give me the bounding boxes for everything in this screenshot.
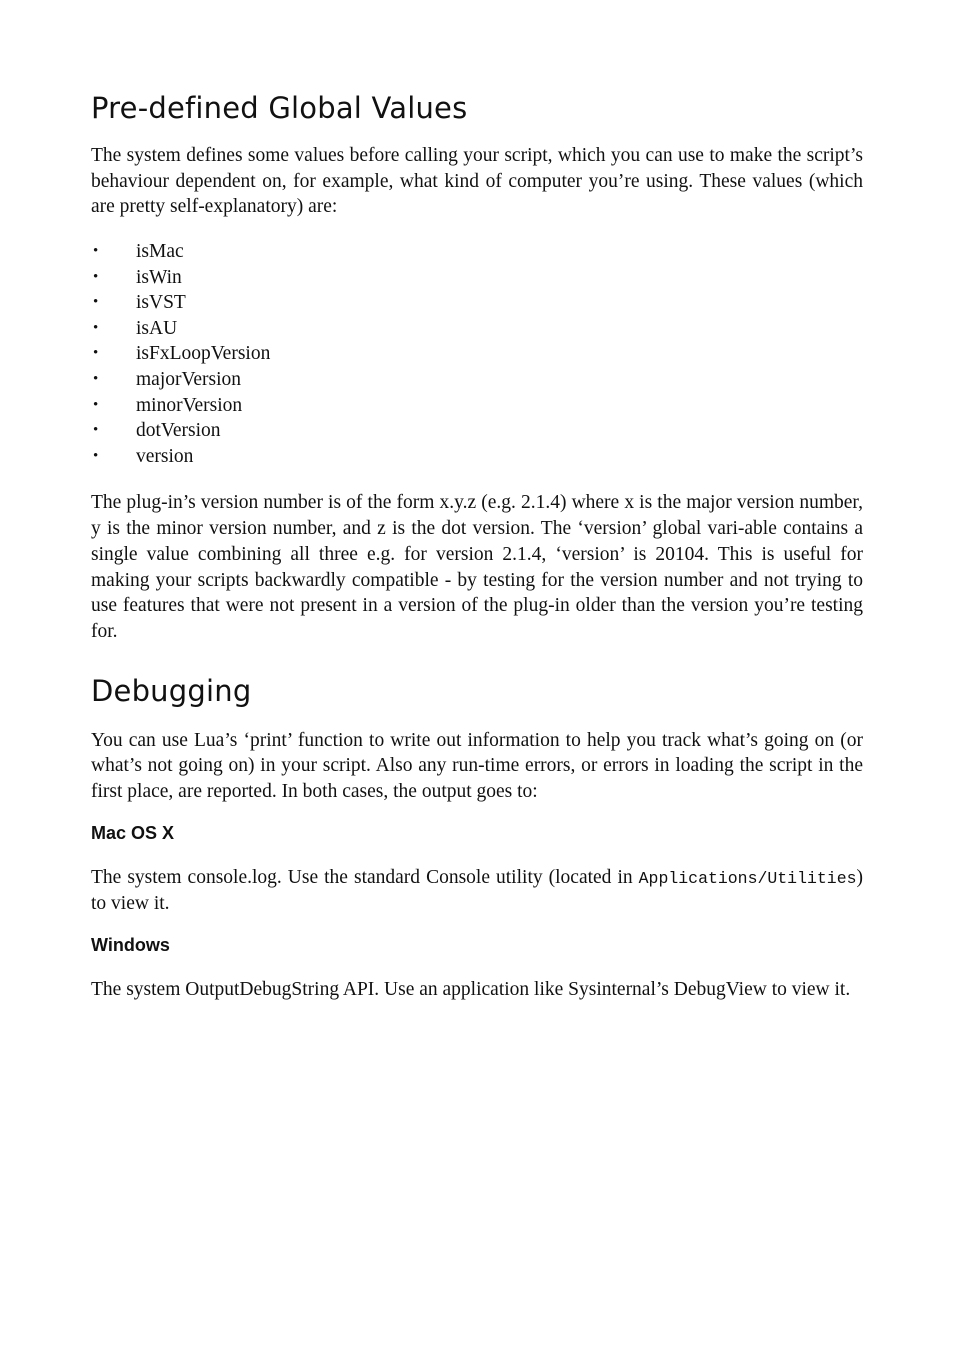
list-item-label: version	[136, 445, 194, 467]
subheading-mac: Mac OS X	[91, 822, 175, 843]
mac-paragraph	[91, 865, 863, 917]
list-item-label: isVST	[136, 292, 186, 314]
section-heading-debugging: Debugging	[91, 673, 252, 708]
subheading-windows: Windows	[91, 935, 170, 956]
version-explanation: The plug-in’s version number is of the form x.y.z (e.g. 2.1.4) where x is the major version number, y is the minor version number, and z is the dot version. The ‘version’ global vari-able contains a single value combining all three e.g. for version 2.1.4, ‘version’ is 20104. This is useful for making your scripts backwardly compatible - by testing for the version number and not trying to use features that were not present in a version of the plug-in older than the version you’re testing for.	[91, 492, 863, 642]
list-item-label: isWin	[136, 266, 182, 288]
list-item	[91, 239, 863, 265]
global-values-list	[91, 239, 863, 469]
global-values-intro: The system defines some values before calling your script, which you can use to make the script’s behaviour dependent on, for example, what kind of computer you’re using. These values (which are pretty self-explanatory) are:	[91, 145, 863, 218]
list-item-label: majorVersion	[136, 369, 242, 391]
list-item-label: dotVersion	[136, 420, 221, 442]
section-heading-global-values: Pre-defined Global Values	[91, 91, 468, 125]
bullet: •	[93, 243, 99, 260]
mac-text-after: ) to view it.	[91, 866, 863, 915]
list-item	[91, 367, 863, 393]
list-item-label: isMac	[136, 241, 184, 263]
bullet: •	[93, 447, 99, 464]
debugging-intro: You can use Lua’s ‘print’ function to write out information to help you track what’s going on (or what’s not going on) in your script. Also any run-time errors, or errors in loading the script in the first place, are reported. In both cases, the output goes to:	[91, 729, 863, 803]
list-item-label: minorVersion	[136, 394, 243, 416]
list-item	[91, 444, 863, 470]
bullet: •	[93, 294, 99, 311]
bullet: •	[93, 345, 99, 362]
list-item-label: isFxLoopVersion	[136, 343, 271, 365]
bullet: •	[93, 371, 99, 388]
list-item	[91, 290, 863, 316]
list-item-label: isAU	[136, 317, 178, 339]
bullet: •	[93, 268, 99, 285]
bullet: •	[93, 396, 99, 413]
list-item	[91, 265, 863, 291]
bullet: •	[93, 422, 99, 439]
list-item	[91, 316, 863, 342]
list-item	[91, 418, 863, 444]
mac-text-before: The system console.log. Use the standard Console utility (located in	[91, 866, 639, 888]
list-item	[91, 393, 863, 419]
mac-code-path: Applications/Utilities	[638, 868, 857, 888]
list-item	[91, 341, 863, 367]
document-page	[91, 84, 863, 1003]
windows-paragraph: The system OutputDebugString API. Use an application like Sysinternal’s DebugView to view it.	[91, 979, 851, 1001]
bullet: •	[93, 319, 99, 336]
